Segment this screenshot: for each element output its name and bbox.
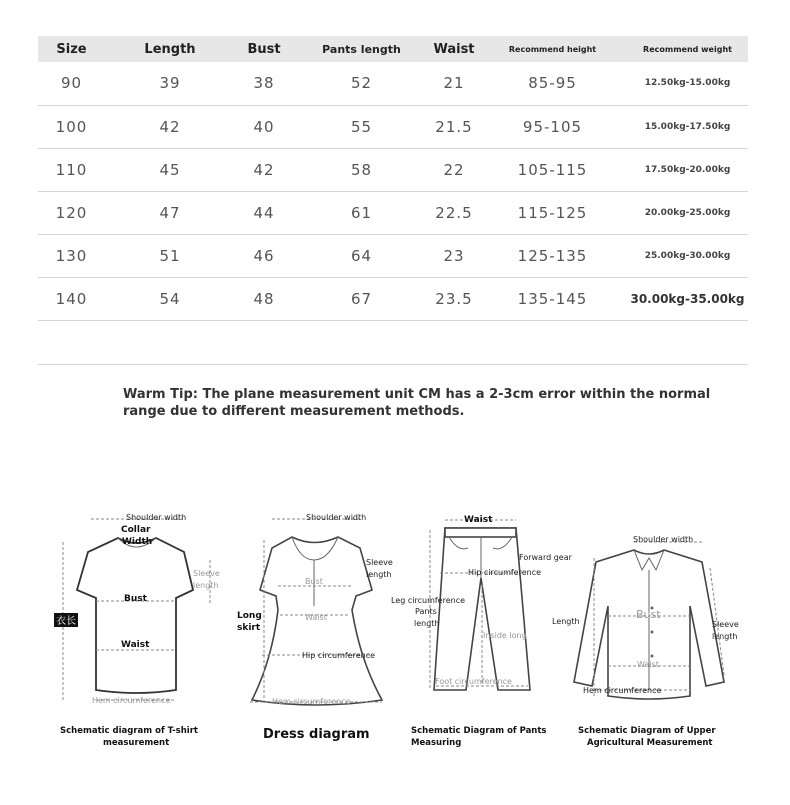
tshirt-hem-label: Hem circumference — [92, 696, 171, 705]
upper-bust-label: Bust — [636, 608, 661, 621]
header-pants-length: Pants length — [322, 42, 401, 56]
cell-waist: 23 — [443, 246, 465, 265]
cell-pants-length: 61 — [350, 203, 373, 222]
cell-size: 140 — [55, 289, 88, 308]
size-table — [38, 36, 748, 321]
cell-length: 45 — [159, 160, 181, 179]
tshirt-width-label: Width — [122, 537, 153, 547]
pants-pants-label: Pants — [415, 607, 437, 616]
upper-sleeve-label: Sleeve — [712, 620, 739, 629]
pants-foot-label: Foot circumference — [435, 677, 512, 686]
upper-diagram — [552, 535, 739, 748]
tshirt-sleeve-label: Sleeve — [193, 569, 220, 578]
tshirt-shoulder-width-label: Shoulder width — [126, 513, 187, 522]
header-recommend-height: Recommend height — [508, 44, 597, 54]
cell-weight: 30.00kg-35.00kg — [630, 291, 745, 306]
header-recommend-weight: Recommend weight — [643, 44, 732, 54]
cell-bust: 46 — [253, 246, 275, 265]
cell-size: 130 — [55, 246, 88, 265]
measurement-diagrams — [0, 490, 790, 805]
cell-length: 51 — [159, 246, 181, 265]
tshirt-bust-label: Bust — [124, 594, 147, 604]
cell-height: 95-105 — [522, 117, 583, 136]
tshirt-yichang-label: 衣长 — [56, 616, 76, 627]
dress-sleeve-length-label: length — [366, 570, 392, 579]
upper-length-label: Length — [552, 617, 580, 626]
tshirt-diagram — [54, 513, 220, 748]
dress-hip-label: Hip circumference — [302, 651, 376, 660]
dress-shoulder-width-label: Shoulder width — [306, 513, 367, 522]
tshirt-collar-label: Collar — [121, 525, 151, 535]
table-row — [38, 105, 748, 148]
table-row — [38, 277, 748, 320]
cell-waist: 22 — [443, 160, 465, 179]
cell-size: 100 — [55, 117, 88, 136]
dress-diagram — [237, 513, 393, 742]
pants-waist-label: Waist — [464, 515, 493, 525]
tshirt-sleeve-length-label: length — [193, 581, 219, 590]
dress-waist-label: Waist — [305, 613, 327, 622]
pants-hip-label: Hip circumference — [468, 568, 542, 577]
cell-waist: 22.5 — [435, 203, 473, 222]
table-row — [38, 148, 748, 191]
cell-waist: 23.5 — [435, 289, 473, 308]
cell-bust: 44 — [253, 203, 275, 222]
cell-weight: 15.00kg-17.50kg — [644, 121, 731, 132]
cell-length: 47 — [159, 203, 181, 222]
cell-size: 110 — [55, 160, 88, 179]
cell-height: 135-145 — [517, 289, 588, 308]
dress-caption: Dress diagram — [263, 727, 370, 742]
pants-waistband — [445, 528, 516, 537]
table-row — [38, 234, 748, 277]
cell-length: 42 — [159, 117, 181, 136]
dress-sleeve-label: Sleeve — [366, 558, 393, 567]
pants-caption-line1: Schematic Diagram of Pants — [411, 726, 547, 736]
cell-weight: 12.50kg-15.00kg — [644, 78, 731, 89]
cell-waist: 21.5 — [435, 117, 473, 136]
pants-forward-gear-label: Forward gear — [519, 553, 572, 562]
header-size: Size — [56, 41, 87, 57]
cell-waist: 21 — [443, 74, 465, 93]
header-bust: Bust — [247, 41, 281, 57]
pants-inside-long-label: Inside long — [483, 631, 527, 640]
dress-bust-label: Bust — [305, 577, 323, 586]
cell-height: 115-125 — [517, 203, 588, 222]
cell-height: 125-135 — [517, 246, 588, 265]
table-header-row — [38, 36, 748, 62]
cell-bust: 42 — [253, 160, 275, 179]
pants-caption-line2: Measuring — [411, 738, 462, 748]
cell-height: 85-95 — [528, 74, 577, 93]
upper-waist-label: Waist — [637, 660, 659, 669]
cell-size: 120 — [55, 203, 88, 222]
upper-caption-line2: Agricultural Measurement — [587, 738, 713, 748]
upper-shoulder-width-label: Shoulder width — [633, 535, 694, 544]
dress-long-label: Long — [237, 611, 262, 621]
cell-pants-length: 64 — [350, 246, 373, 265]
cell-pants-length: 58 — [350, 160, 373, 179]
pants-length-label: length — [414, 619, 440, 628]
cell-length: 54 — [159, 289, 181, 308]
cell-pants-length: 52 — [350, 74, 373, 93]
tshirt-outline — [77, 538, 193, 693]
upper-caption-line1: Schematic Diagram of Upper — [578, 726, 716, 736]
cell-weight: 20.00kg-25.00kg — [644, 207, 731, 218]
table-row — [38, 62, 748, 105]
tshirt-caption-line1: Schematic diagram of T-shirt — [60, 726, 198, 736]
cell-weight: 17.50kg-20.00kg — [644, 164, 731, 175]
cell-weight: 25.00kg-30.00kg — [644, 250, 731, 261]
tshirt-waist-label: Waist — [121, 640, 150, 650]
cell-bust: 40 — [253, 117, 275, 136]
cell-pants-length: 67 — [350, 289, 373, 308]
warm-tip: Warm Tip: The plane measurement unit CM has a 2-3cm error within the normal range due to different measurement methods. — [123, 387, 711, 419]
header-waist: Waist — [433, 41, 475, 57]
dress-hem-label: Hem circumference — [272, 697, 351, 706]
cell-length: 39 — [159, 74, 181, 93]
cell-bust: 48 — [253, 289, 275, 308]
table-bottom-rule — [38, 364, 748, 365]
upper-hem-label: Hem circumference — [583, 686, 662, 695]
upper-sleeve-length-label: length — [712, 632, 738, 641]
header-length: Length — [144, 41, 196, 57]
dress-skirt-label: skirt — [237, 623, 261, 633]
size-chart — [38, 36, 748, 321]
pants-diagram — [391, 515, 573, 748]
cell-size: 90 — [60, 74, 83, 93]
tshirt-caption-line2: measurement — [103, 738, 170, 748]
table-row — [38, 191, 748, 234]
cell-height: 105-115 — [517, 160, 588, 179]
cell-pants-length: 55 — [350, 117, 373, 136]
pants-leg-label: Leg circumference — [391, 596, 466, 605]
cell-bust: 38 — [253, 74, 275, 93]
